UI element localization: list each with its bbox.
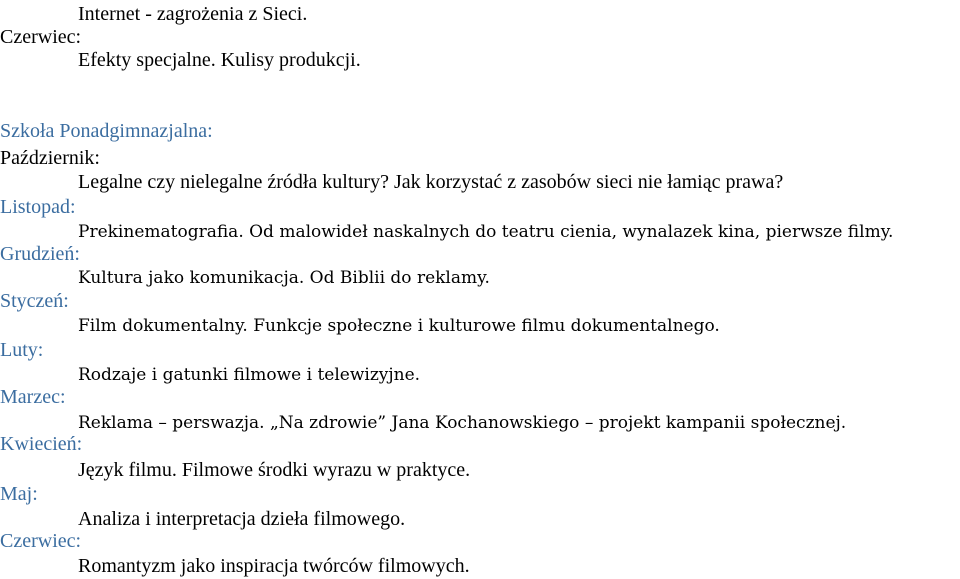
topic-line: Romantyzm jako inspiracja twórców filmowych. [78, 555, 470, 577]
topic-line: Reklama – perswazja. „Na zdrowie” Jana Kochanowskiego – projekt kampanii społecznej. [78, 413, 847, 433]
month-label: Czerwiec: [0, 530, 82, 552]
topic-line: Legalne czy nielegalne źródła kultury? Jak korzystać z zasobów sieci nie łamiąc prawa? [78, 171, 784, 193]
month-label: Listopad: [0, 196, 76, 218]
month-label: Kwiecień: [0, 433, 83, 455]
month-label: Marzec: [0, 386, 66, 408]
month-label: Luty: [0, 339, 44, 361]
topic-line: Film dokumentalny. Funkcje społeczne i kulturowe filmu dokumentalnego. [78, 316, 720, 336]
month-label: Maj: [0, 483, 38, 505]
topic-line: Efekty specjalne. Kulisy produkcji. [78, 49, 361, 71]
topic-line: Internet - zagrożenia z Sieci. [78, 3, 308, 25]
month-label: Czerwiec: [0, 26, 82, 48]
section-heading: Szkoła Ponadgimnazjalna: [0, 120, 213, 142]
month-label: Styczeń: [0, 290, 69, 312]
topic-line: Analiza i interpretacja dzieła filmowego. [78, 508, 406, 530]
topic-line: Rodzaje i gatunki filmowe i telewizyjne. [78, 365, 421, 385]
topic-line: Prekinematografia. Od malowideł naskalnych do teatru cienia, wynalazek kina, pierwsze filmy. [78, 222, 894, 242]
topic-line: Kultura jako komunikacja. Od Biblii do reklamy. [78, 268, 490, 288]
month-label: Grudzień: [0, 243, 80, 265]
month-label: Październik: [0, 147, 100, 169]
topic-line: Język filmu. Filmowe środki wyrazu w praktyce. [78, 459, 471, 481]
